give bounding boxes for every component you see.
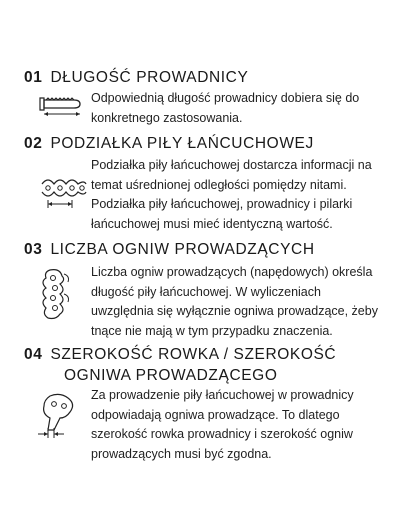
description-line: prowadzących musi być zgodna. bbox=[91, 446, 272, 461]
section-description bbox=[91, 156, 391, 234]
description-line: Podziałka piły łańcuchowej, prowadnicy i pilarki bbox=[91, 197, 353, 211]
section-heading bbox=[24, 345, 336, 365]
description-line: Podziałka piły łańcuchowej dostarcza informacji na bbox=[91, 158, 372, 172]
guide-bar-length-icon bbox=[38, 92, 84, 118]
description-line: tnące nie mają w tym przypadku znaczenia. bbox=[91, 323, 333, 338]
section-title: DŁUGOŚĆ PROWADNICY bbox=[50, 69, 249, 86]
chain-pitch-icon bbox=[38, 170, 88, 214]
description-line: łańcuchowej musi mieć identyczną wartość. bbox=[91, 216, 333, 231]
section-heading bbox=[24, 68, 248, 88]
section-number: 02 bbox=[24, 135, 43, 152]
section-title: SZEROKOŚĆ ROWKA / SZEROKOŚĆ bbox=[50, 346, 337, 363]
section-title: LICZBA OGNIW PROWADZĄCYCH bbox=[50, 241, 315, 258]
section-title: PODZIAŁKA PIŁY ŁAŃCUCHOWEJ bbox=[50, 135, 314, 152]
description-line: długość piły łańcuchowej. W wyliczeniach bbox=[91, 284, 321, 299]
section-number: 03 bbox=[24, 241, 43, 258]
description-line: temat uśrednionej odległości pomiędzy nitami. bbox=[91, 177, 347, 192]
description-line: szerokość rowka prowadnicy i szerokość ogniw bbox=[91, 427, 353, 441]
description-line: Odpowiednią długość prowadnicy dobiera się do bbox=[91, 91, 360, 105]
section-description bbox=[91, 386, 391, 464]
section-description bbox=[91, 89, 391, 128]
section-heading bbox=[24, 134, 314, 154]
section-number: 01 bbox=[24, 69, 43, 86]
drive-links-icon bbox=[38, 266, 74, 322]
description-line: Liczba ogniw prowadzących (napędowych) określa bbox=[91, 265, 373, 279]
section-description bbox=[91, 263, 391, 341]
gauge-width-icon bbox=[36, 390, 82, 442]
section-number: 04 bbox=[24, 346, 43, 363]
description-line: odpowiadają ogniwa prowadzące. To dlatego bbox=[91, 407, 340, 422]
section-heading bbox=[24, 240, 315, 260]
section-title-line2: OGNIWA PROWADZĄCEGO bbox=[64, 367, 278, 384]
description-line: konkretnego zastosowania. bbox=[91, 110, 243, 125]
description-line: Za prowadzenie piły łańcuchowej w prowadnicy bbox=[91, 388, 354, 402]
description-line: uwzględnia się wyłącznie ogniwa prowadzące, żeby bbox=[91, 304, 378, 318]
